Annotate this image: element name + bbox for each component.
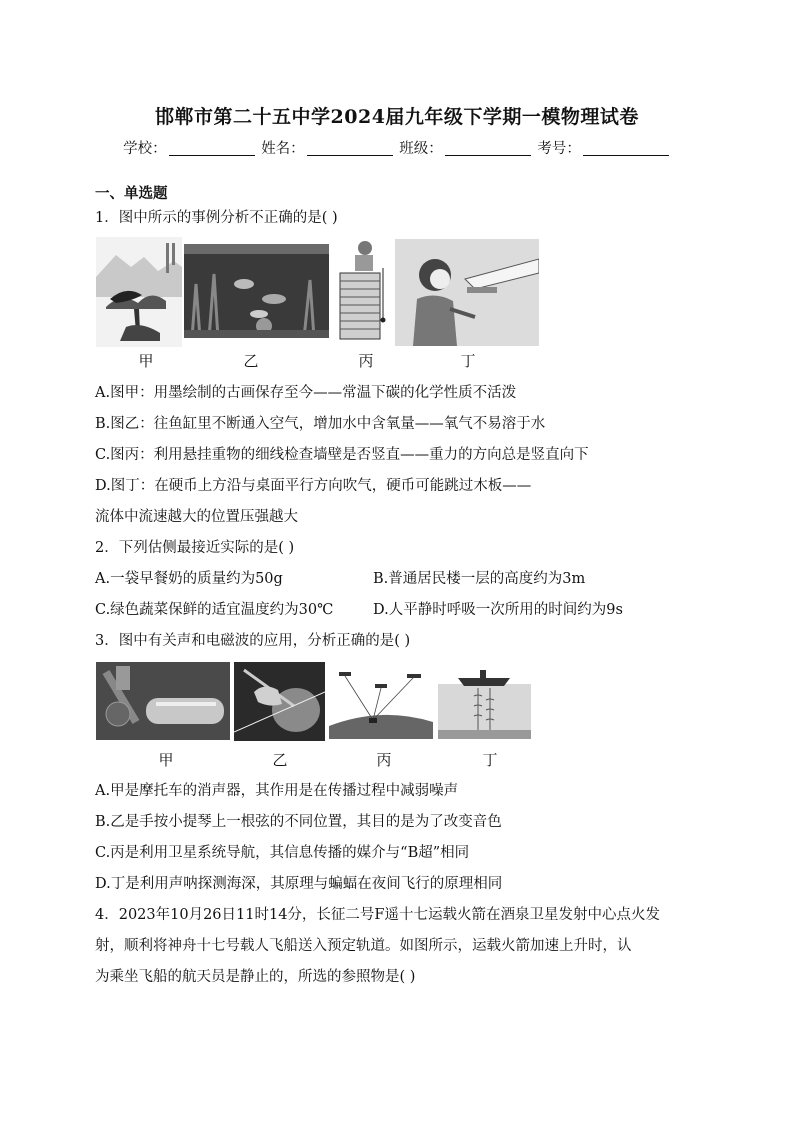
q4-stem-line3: 为乘坐飞船的航天员是静止的，所选的参照物是( ) [95, 969, 416, 985]
q2-option-b: B.普通居民楼一层的高度约为3m [373, 571, 586, 587]
q3-figure-bing-satellite [329, 666, 433, 739]
q1-option-c: C.图丙：利用悬挂重物的细线检查墙壁是否竖直——重力的方向总是竖直向下 [95, 447, 589, 463]
q2-option-c: C.绿色蔬菜保鲜的适宜温度约为30℃ [95, 602, 334, 618]
q3-figure-jia-muffler [96, 662, 230, 740]
name-label: 姓名： [261, 141, 305, 157]
q3-figure-ding-sonar [438, 664, 531, 739]
name-blank[interactable] [307, 141, 393, 156]
q3-option-b: B.乙是手按小提琴上一根弦的不同位置，其目的是为了改变音色 [95, 814, 502, 830]
school-blank[interactable] [169, 141, 255, 156]
q1-figure-ding-coin [395, 239, 539, 346]
q1-option-b: B.图乙：往鱼缸里不断通入空气，增加水中含氧量——氧气不易溶于水 [95, 416, 546, 432]
student-info-line [0, 137, 794, 158]
q1-option-d-line1: D.图丁：在硬币上方沿与桌面平行方向吹气，硬币可能跳过木板—— [95, 478, 532, 494]
q2-options-row2 [95, 598, 623, 619]
q1-figure-bing-wall [337, 238, 386, 341]
school-label: 学校： [123, 141, 167, 157]
q1-caption-jia: 甲 [138, 352, 154, 370]
q4-stem-line2: 射，顺利将神舟十七号载人飞船送入预定轨道。如图所示，运载火箭加速上升时，认 [95, 938, 632, 954]
q1-caption-ding: 丁 [460, 352, 476, 370]
class-blank[interactable] [445, 141, 531, 156]
q3-figure-yi-violin [234, 662, 325, 741]
q1-figure-yi-fish-tank [184, 244, 329, 338]
id-label: 考号： [537, 141, 581, 157]
q4-stem-line1: 4．2023年10月26日11时14分，长征二号F遥十七运载火箭在酒泉卫星发射中心点火发 [95, 907, 660, 923]
q3-caption-ding: 丁 [482, 751, 498, 769]
q3-caption-jia: 甲 [158, 751, 174, 769]
q1-figure-jia-painting [96, 237, 182, 347]
q3-caption-bing: 丙 [376, 751, 392, 769]
q1-caption-yi: 乙 [243, 352, 259, 370]
q3-option-c: C.丙是利用卫星系统导航，其信息传播的媒介与“B超”相同 [95, 845, 470, 861]
id-blank[interactable] [583, 141, 669, 156]
q2-stem: 2．下列估侧最接近实际的是( ) [95, 540, 295, 556]
q3-option-d: D.丁是利用声呐探测海深，其原理与蝙蝠在夜间飞行的原理相同 [95, 876, 503, 892]
q1-option-a: A.图甲：用墨绘制的古画保存至今——常温下碳的化学性质不活泼 [95, 385, 517, 401]
q2-option-a: A.一袋早餐奶的质量约为50g [95, 571, 283, 587]
section-title: 一、单选题 [95, 185, 168, 202]
q1-stem: 1．图中所示的事例分析不正确的是( ) [95, 210, 338, 226]
class-label: 班级： [399, 141, 443, 157]
q2-option-d: D.人平静时呼吸一次所用的时间约为9s [373, 602, 623, 618]
q1-caption-bing: 丙 [358, 352, 374, 370]
q2-options-row1 [95, 567, 585, 588]
q1-option-d-line2: 流体中流速越大的位置压强越大 [95, 509, 298, 525]
q3-caption-yi: 乙 [272, 751, 288, 769]
page-title: 邯郸市第二十五中学2024届九年级下学期一模物理试卷 [155, 106, 639, 128]
q3-option-a: A.甲是摩托车的消声器，其作用是在传播过程中减弱噪声 [95, 783, 459, 799]
q3-stem: 3．图中有关声和电磁波的应用，分析正确的是( ) [95, 633, 411, 649]
